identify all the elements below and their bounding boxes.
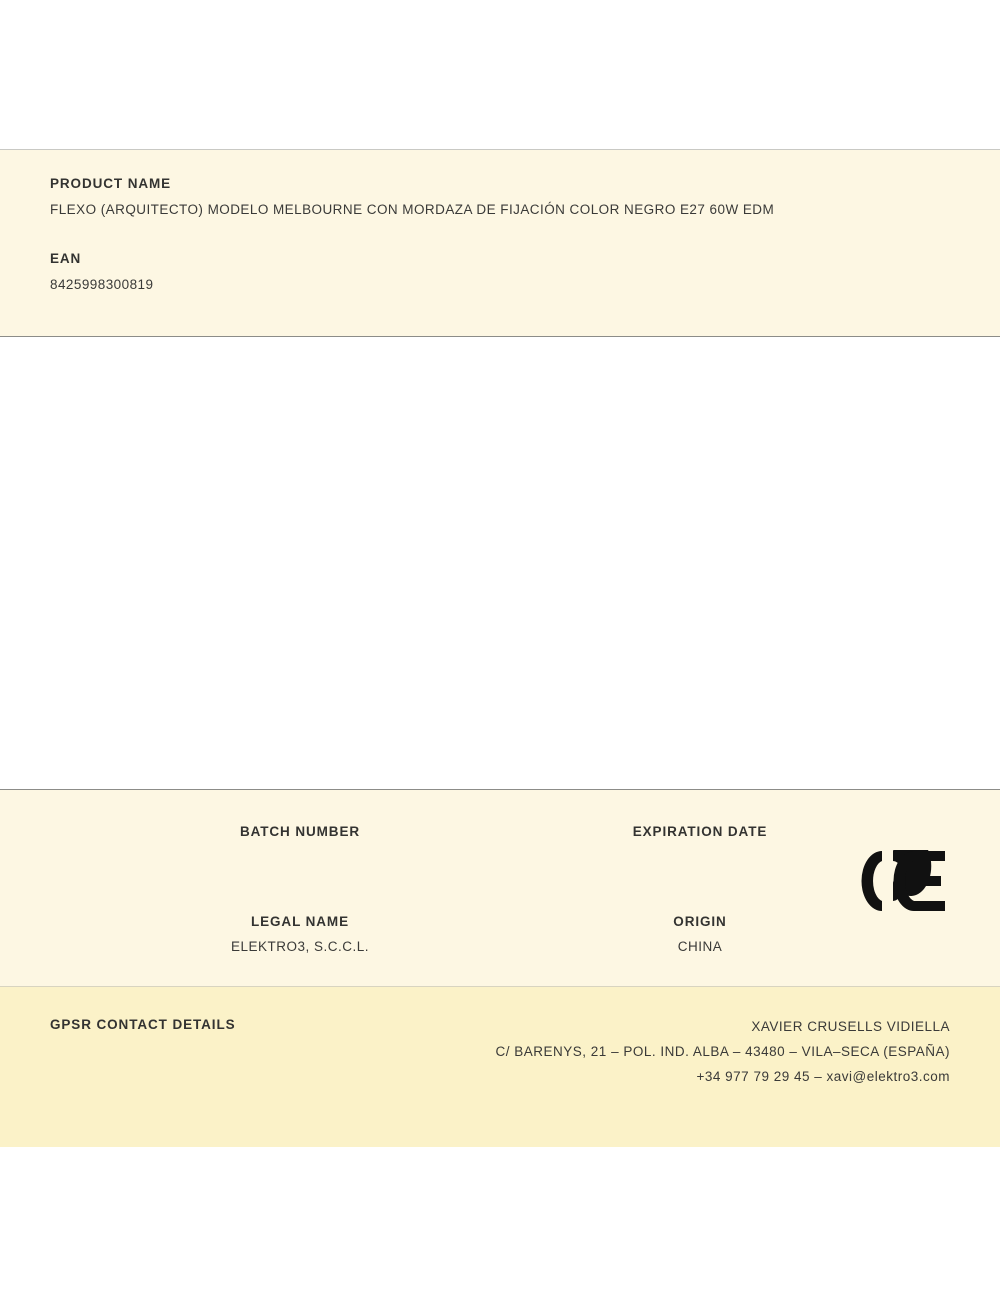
gpsr-contact-address: C/ BARENYS, 21 – POL. IND. ALBA – 43480 – VILA–SECA (ESPAÑA) xyxy=(495,1043,950,1059)
expiration-date-cell xyxy=(600,824,800,865)
gpsr-contact-label: GPSR CONTACT DETAILS xyxy=(50,1017,236,1032)
batch-legal-block xyxy=(0,789,1000,987)
ce-marking-icon xyxy=(852,850,948,912)
product-name-value: FLEXO (ARQUITECTO) MODELO MELBOURNE CON MORDAZA DE FIJACIÓN COLOR NEGRO E27 60W EDM xyxy=(50,202,775,217)
ean-label: EAN xyxy=(50,251,82,266)
gpsr-contact-lines xyxy=(496,1015,950,1090)
legal-name-value: ELEKTRO3, S.C.C.L. xyxy=(230,939,370,954)
legal-row xyxy=(0,914,1000,955)
batch-number-cell xyxy=(0,824,600,865)
product-info-block xyxy=(0,149,1000,337)
gpsr-contact-block xyxy=(0,987,1000,1147)
batch-number-value xyxy=(0,849,600,865)
product-name-label: PRODUCT NAME xyxy=(50,176,172,191)
expiration-date-label: EXPIRATION DATE xyxy=(632,824,768,839)
origin-label: ORIGIN xyxy=(673,914,727,929)
gpsr-contact-phone-email: +34 977 79 29 45 – xavi@elektro3.com xyxy=(696,1068,950,1084)
legal-name-label: LEGAL NAME xyxy=(250,914,349,929)
origin-cell xyxy=(600,914,800,955)
origin-value: CHINA xyxy=(677,939,723,954)
blank-content-area xyxy=(0,337,1000,789)
spacer xyxy=(50,217,950,251)
legal-name-cell xyxy=(0,914,600,955)
batch-row xyxy=(0,824,1000,865)
expiration-date-value xyxy=(600,849,800,865)
ean-value: 8425998300819 xyxy=(50,277,154,292)
batch-number-label: BATCH NUMBER xyxy=(239,824,361,839)
gpsr-contact-name: XAVIER CRUSELLS VIDIELLA xyxy=(751,1019,950,1034)
